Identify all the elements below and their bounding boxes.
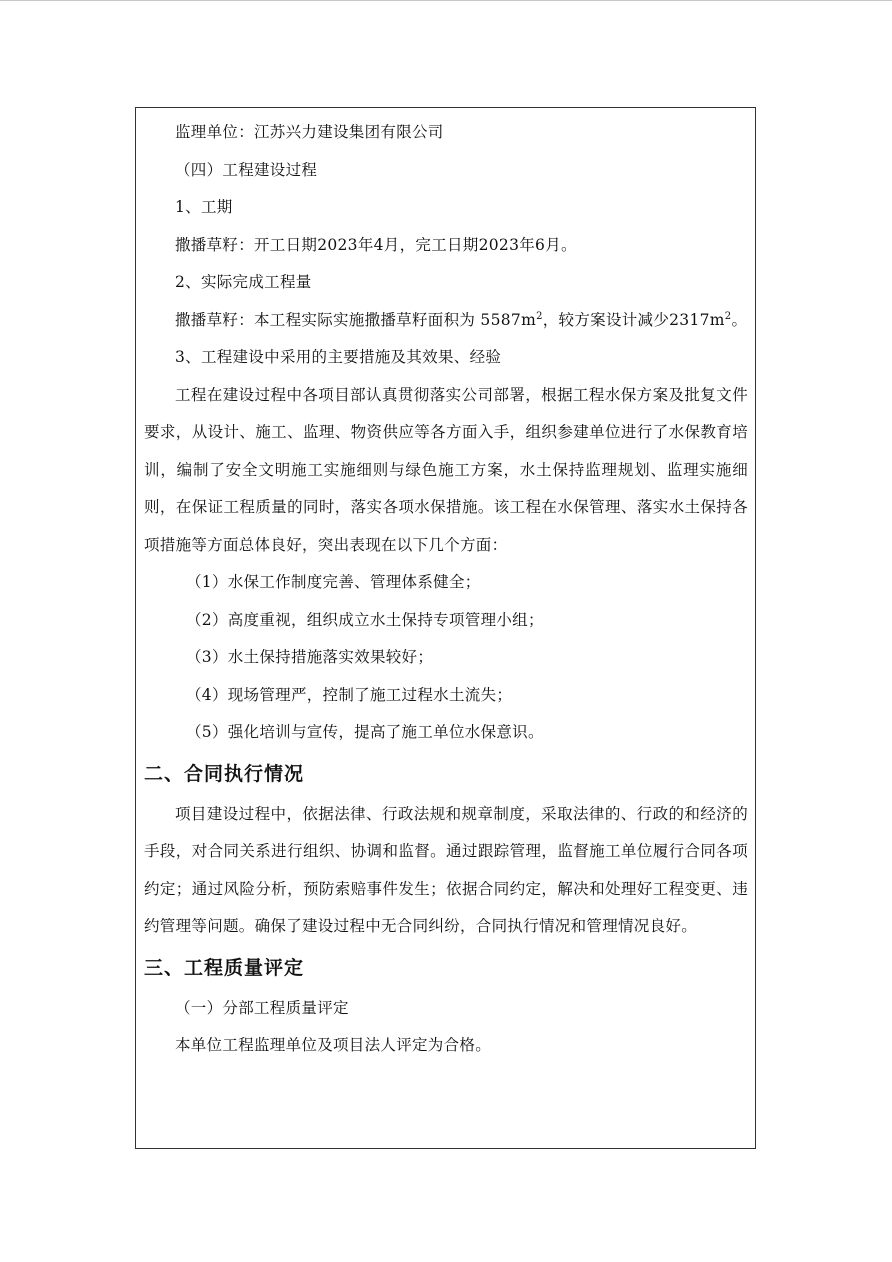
- supervisor-unit-line: 监理单位：江苏兴力建设集团有限公司: [175, 123, 444, 141]
- document-body: [144, 114, 748, 1065]
- measures-item: （1）水保工作制度完善、管理体系健全；: [186, 573, 481, 591]
- actual-quantity-text-c: 。: [731, 310, 748, 329]
- subproject-quality-text: 本单位工程监理单位及项目法人评定为合格。: [175, 1036, 492, 1054]
- measures-paragraph: 工程在建设过程中各项目部认真贯彻落实公司部署，根据工程水保方案及批复文件要求，从设计、施工、监理、物资供应等各方面入手，组织参建单位进行了水保教育培训，编制了安全文明施工实施细则与绿色施工方案，水土保持监理规划、监理实施细则，在保证工程质量的同时，落实各项水保措施。该工程在水保管理、落实水土保持各项措施等方面总体良好，突出表现在以下几个方面：: [144, 385, 748, 554]
- actual-quantity-text: [144, 302, 748, 340]
- period-heading: 1、工期: [175, 198, 233, 216]
- page-top-edge: [0, 0, 892, 1]
- measures-item: （5）强化培训与宣传，提高了施工单位水保意识。: [186, 723, 544, 741]
- period-text: 撒播草籽：开工日期2023年4月，完工日期2023年6月。: [175, 235, 577, 254]
- measures-item: （2）高度重视，组织成立水土保持专项管理小组；: [186, 610, 544, 629]
- actual-quantity-text-b: ，较方案设计减少2317m: [542, 310, 725, 329]
- measures-heading: 3、工程建设中采用的主要措施及其效果、经验: [175, 348, 502, 366]
- quality-section-heading: 三、工程质量评定: [144, 956, 305, 979]
- actual-quantity-text-a: 撒播草籽：本工程实际实施撒播草籽面积为 5587m: [175, 310, 537, 329]
- content-frame: [135, 107, 756, 1149]
- contract-section-heading: 二、合同执行情况: [144, 762, 305, 785]
- actual-quantity-heading: 2、实际完成工程量: [175, 273, 312, 291]
- construction-process-heading: （四）工程建设过程: [175, 160, 318, 179]
- measures-item: （4）现场管理严，控制了施工过程水土流失；: [186, 685, 513, 704]
- measures-item: （3）水土保持措施落实效果较好；: [186, 648, 434, 666]
- area-unit-superscript-a: 2: [536, 310, 543, 322]
- subproject-quality-heading: （一）分部工程质量评定: [175, 998, 349, 1017]
- area-unit-superscript-b: 2: [724, 310, 732, 322]
- contract-paragraph: 项目建设过程中，依据法律、行政法规和规章制度，采取法律的、行政的和经济的手段，对合同关系进行组织、协调和监督。通过跟踪管理，监督施工单位履行合同各项约定；通过风险分析，预防索赔事件发生；依据合同约定，解决和处理好工程变更、违约管理等问题。确保了建设过程中无合同纠纷，合同执行情况和管理情况良好。: [144, 804, 748, 935]
